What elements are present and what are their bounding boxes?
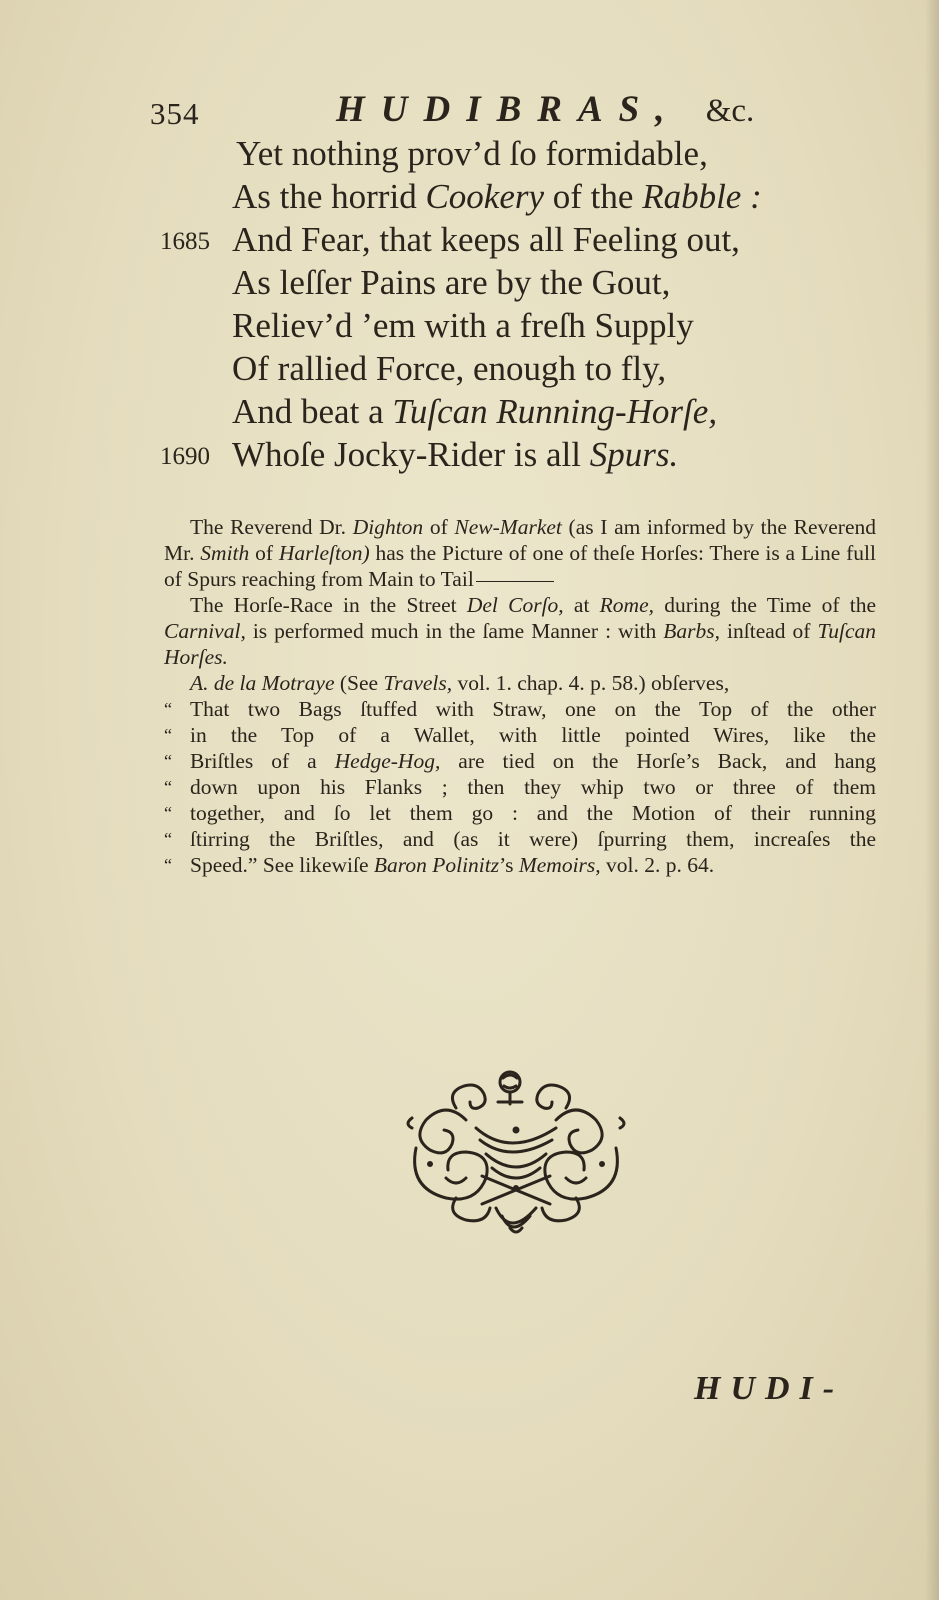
verse-line xyxy=(160,132,860,175)
text-run: Of rallied Force, enough to fly, xyxy=(232,349,667,388)
page-edge-shadow xyxy=(925,0,939,1600)
text-run: vol. 1. chap. 4. p. 58.) obſerves, xyxy=(452,671,730,695)
text-run: Whoſe Jocky-Rider is all xyxy=(232,435,590,474)
note-paragraph-corso xyxy=(164,592,876,670)
quotation-line xyxy=(164,722,876,748)
running-title-text: HUDIBRAS, xyxy=(336,89,681,130)
quotation-mark: “ xyxy=(164,829,172,849)
printer-ornament-icon xyxy=(406,1068,626,1238)
text-run: As the horrid xyxy=(232,177,426,216)
line-number: 1690 xyxy=(160,443,210,470)
italic-run: Memoirs, xyxy=(518,853,601,877)
line-number: 1685 xyxy=(160,228,210,255)
text-run: during the Time of the xyxy=(654,593,876,617)
text-run: in the Top of a Wallet, with little pointed Wires, like the xyxy=(190,723,876,747)
italic-run: Smith xyxy=(200,541,250,565)
quotation-mark: “ xyxy=(164,803,172,823)
text-run: is performed much in the ſame Manner : with xyxy=(245,619,664,643)
italic-run: Baron Polinitz xyxy=(373,853,500,877)
text-run: vol. 2. p. 64. xyxy=(600,853,715,877)
text-run: together, and ſo let them go : and the Motion of their running xyxy=(190,801,876,825)
text-run: has the Picture of one of theſe Horſes: There is a Line full of Spurs reaching from Main to Tail xyxy=(164,541,876,591)
text-run: And Fear, that keeps all Feeling out, xyxy=(232,220,740,259)
italic-run: Dighton xyxy=(352,515,424,539)
verse-line xyxy=(160,433,860,476)
italic-run: Tuſcan Horſes. xyxy=(164,619,876,669)
text-run: As leſſer Pains are by the Gout, xyxy=(232,263,671,302)
quotation-mark: “ xyxy=(164,777,172,797)
quotation-mark: “ xyxy=(164,855,172,875)
quotation-line xyxy=(164,774,876,800)
italic-run: Tuſcan Running-Horſe, xyxy=(392,392,718,431)
italic-run: Harleſton) xyxy=(278,541,370,565)
text-run: of xyxy=(249,541,279,565)
catchword: HUDI- xyxy=(694,1370,845,1407)
text-run: are tied on the Horſe’s Back, and hang xyxy=(440,749,876,773)
text-run: (See xyxy=(334,671,384,695)
text-run: Briſtles of a xyxy=(190,749,335,773)
verse-line xyxy=(160,218,860,261)
quotation-mark: “ xyxy=(164,751,172,771)
italic-run: Barbs, xyxy=(663,619,721,643)
text-run: inſtead of xyxy=(720,619,818,643)
text-run: (as I am informed by the Reverend Mr. xyxy=(164,515,876,565)
quotation-mark: “ xyxy=(164,725,172,745)
verse-text xyxy=(232,390,717,433)
italic-run: Cookery xyxy=(425,177,545,216)
verse-line xyxy=(160,304,860,347)
italic-run: Travels, xyxy=(383,671,453,695)
text-run: of the xyxy=(544,177,643,216)
verse-text xyxy=(232,304,694,347)
text-run: Speed.” See likewiſe xyxy=(190,853,374,877)
page-number: 354 xyxy=(150,96,200,131)
verse-line xyxy=(160,261,860,304)
verse-text xyxy=(236,132,708,175)
verse-line xyxy=(160,175,860,218)
quotation-mark: “ xyxy=(164,699,172,719)
text-run: And beat a xyxy=(232,392,393,431)
notes-block xyxy=(164,514,876,878)
quotation-line xyxy=(164,826,876,852)
text-run: That two Bags ſtuffed with Straw, one on the Top of the other xyxy=(190,697,876,721)
horizontal-rule xyxy=(476,581,554,582)
quotation-block xyxy=(164,696,876,878)
text-run: ’s xyxy=(499,853,519,877)
text-run: down upon his Flanks ; then they whip two or three of them xyxy=(190,775,876,799)
running-head xyxy=(150,88,770,138)
italic-run: Rome, xyxy=(599,593,654,617)
text-run: The Horſe-Race in the Street xyxy=(190,593,467,617)
italic-run: Spurs. xyxy=(589,435,679,474)
note-paragraph-dighton xyxy=(164,514,876,592)
text-run: Yet nothing prov’d ſo formidable, xyxy=(236,134,708,173)
italic-run: Rabble : xyxy=(642,177,762,216)
quotation-line xyxy=(164,852,876,878)
italic-run: A. de la Motraye xyxy=(190,671,335,695)
italic-run: New-Market xyxy=(454,515,562,539)
italic-run: Del Corſo, xyxy=(466,593,564,617)
quotation-line xyxy=(164,748,876,774)
text-run: of xyxy=(423,515,455,539)
verse-text xyxy=(232,433,678,476)
text-run: at xyxy=(563,593,600,617)
italic-run: Hedge-Hog, xyxy=(334,749,441,773)
quotation-line xyxy=(164,696,876,722)
verse-block xyxy=(160,132,860,476)
text-run: ſtirring the Briſtles, and (as it were) ſpurring them, increaſes the xyxy=(190,827,876,851)
text-run: The Reverend Dr. xyxy=(190,515,353,539)
text-run: Reliev’d ’em with a freſh Supply xyxy=(232,306,694,345)
italic-run: Carnival, xyxy=(164,619,246,643)
verse-line xyxy=(160,390,860,433)
verse-text xyxy=(232,218,740,261)
verse-text xyxy=(232,261,670,304)
running-title xyxy=(336,88,754,131)
verse-line xyxy=(160,347,860,390)
note-paragraph-motraye xyxy=(164,670,876,696)
running-title-suffix: &c. xyxy=(705,93,755,129)
quotation-line xyxy=(164,800,876,826)
verse-text xyxy=(232,347,666,390)
verse-text xyxy=(232,175,762,218)
